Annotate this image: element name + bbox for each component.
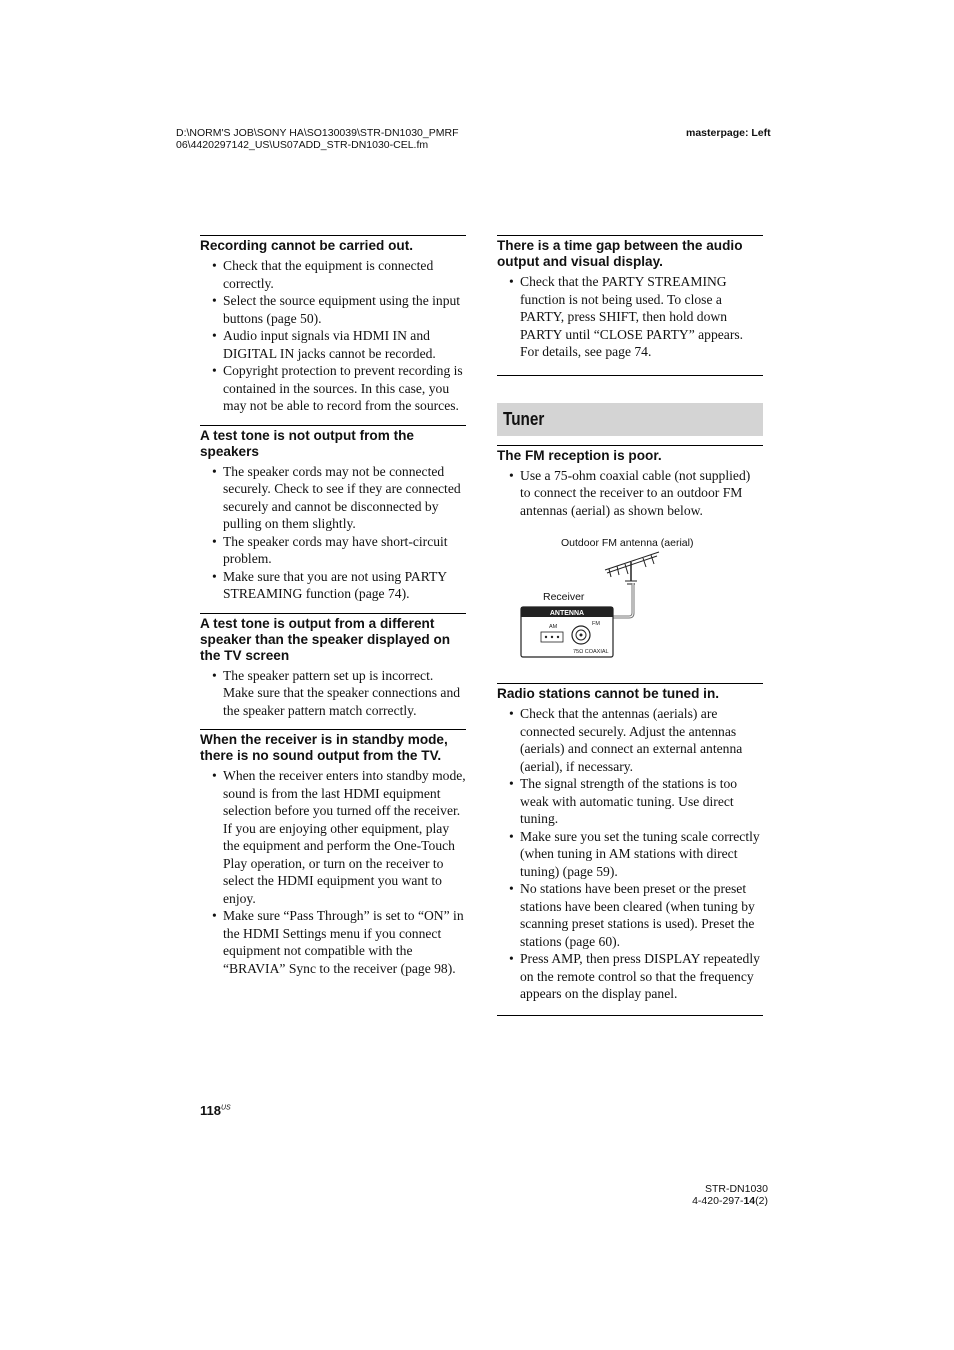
section-heading: Radio stations cannot be tuned in.	[497, 686, 720, 701]
document-code	[686, 1195, 768, 1207]
fm-terminal-label: FM	[592, 621, 600, 627]
tuner-section-title	[497, 403, 763, 436]
bullet-item: • Make sure you set the tuning scale correctly (when tuning in AM stations with direct tuning) (page 59).	[509, 828, 763, 881]
troubleshoot-section-standby	[200, 729, 466, 977]
left-column	[200, 235, 466, 987]
bullet-item: • Copyright protection to prevent recording is contained in the sources. In this case, you may not be able to record from the sources.	[212, 362, 466, 415]
page-region-suffix: US	[220, 1104, 231, 1112]
model-info	[686, 1183, 768, 1207]
document-code-prefix: 4-420-297-	[692, 1195, 744, 1207]
troubleshoot-section-recording	[200, 235, 466, 415]
bullet-item: • Press AMP, then press DISPLAY repeatedly on the remote control so that the frequency appears on the display panel.	[509, 950, 763, 1003]
outdoor-antenna-icon	[605, 552, 659, 584]
fm-antenna-diagram	[497, 525, 763, 675]
masterpage-label: masterpage: Left	[686, 127, 771, 139]
troubleshoot-section-different-speaker	[200, 613, 466, 720]
outdoor-antenna-label: Outdoor FM antenna (aerial)	[561, 537, 694, 549]
page-number-value: 118	[200, 1103, 221, 1118]
bullet-item: • The speaker cords may have short-circuit problem.	[212, 533, 466, 568]
section-heading: A test tone is output from a different speaker than the speaker displayed on the TV screen	[200, 615, 451, 663]
am-terminal-label: AM	[549, 624, 558, 630]
file-path-header	[176, 127, 458, 151]
bullet-item: • No stations have been preset or the preset stations have been cleared (when tuning by scanning preset stations is used). Preset the stations (page 60).	[509, 880, 763, 950]
right-column	[497, 235, 763, 1016]
section-heading: There is a time gap between the audio output and visual display.	[497, 238, 743, 269]
bullet-list	[200, 257, 466, 415]
tuner-title-text: Tuner	[503, 408, 545, 429]
antenna-connection-svg	[497, 525, 763, 675]
bullet-item: • Select the source equipment using the input buttons (page 50).	[212, 292, 466, 327]
bullet-item: • Use a 75-ohm coaxial cable (not supplied) to connect the receiver to an outdoor FM antennas (aerial) as shown below.	[509, 467, 763, 520]
coaxial-label: 75Ω COAXIAL	[573, 649, 609, 655]
section-heading: A test tone is not output from the speakers	[200, 427, 414, 459]
bullet-list	[200, 667, 466, 720]
bullet-list	[497, 273, 763, 361]
section-heading: When the receiver is in standby mode, there is no sound output from the TV.	[200, 732, 448, 763]
bullet-item: • Audio input signals via HDMI IN and DIGITAL IN jacks cannot be recorded.	[212, 327, 466, 362]
bullet-list	[497, 467, 763, 520]
bullet-item: • Check that the equipment is connected correctly.	[212, 257, 466, 292]
bullet-list	[200, 767, 466, 977]
antenna-panel-title: ANTENNA	[549, 610, 585, 617]
bullet-item: • Check that the antennas (aerials) are connected securely. Adjust the antennas (aerials) and connect an external antenna (aerial), if necessary.	[509, 705, 763, 775]
bullet-item: • Make sure “Pass Through” is set to “ON” in the HDMI Settings menu if you connect equipment not compatible with the “BRAVIA” Sync to the receiver (page 98).	[212, 907, 466, 977]
receiver-antenna-panel	[521, 607, 613, 657]
section-divider	[497, 375, 763, 376]
file-path-line-1: D:\NORM'S JOB\SONY HA\SO130039\STR-DN1030_PMRF	[176, 127, 459, 139]
file-path-line-2: 06\4420297142_US\US07ADD_STR-DN1030-CEL.fm	[176, 139, 429, 151]
troubleshoot-section-radio-stations	[497, 683, 763, 1003]
bullet-item: • Make sure that you are not using PARTY STREAMING function (page 74).	[212, 568, 466, 603]
bullet-item: • The speaker cords may not be connected securely. Check to see if they are connected securely and cannot be disconnected by pulling on them slightly.	[212, 463, 466, 533]
bullet-item: • When the receiver enters into standby mode, sound is from the last HDMI equipment selection before you turned off the receiver. If you are enjoying other equipment, play the equipment and perform the One-Touch Play operation, or turn on the receiver to select the HDMI equipment you want to enjoy.	[212, 767, 466, 907]
receiver-label: Receiver	[543, 591, 585, 603]
section-heading: Recording cannot be carried out.	[200, 238, 413, 253]
troubleshoot-section-test-tone	[200, 425, 466, 603]
document-code-suffix: (2)	[755, 1195, 768, 1207]
document-code-bold: 14	[743, 1195, 756, 1207]
bullet-item: • The signal strength of the stations is too weak with automatic tuning. Use direct tuning.	[509, 775, 763, 828]
page-number	[200, 1103, 231, 1118]
section-divider	[497, 1015, 763, 1016]
section-heading: The FM reception is poor.	[497, 447, 662, 463]
troubleshoot-section-time-gap	[497, 235, 763, 361]
bullet-list	[497, 705, 763, 1003]
troubleshoot-section-fm-reception	[497, 445, 763, 676]
bullet-list	[200, 463, 466, 603]
bullet-item: • Check that the PARTY STREAMING function is not being used. To close a PARTY, press SHIFT, then hold down PARTY until “CLOSE PARTY” appears. For details, see page 74.	[509, 273, 763, 361]
model-number: STR-DN1030	[704, 1183, 768, 1195]
bullet-item: • The speaker pattern set up is incorrect. Make sure that the speaker connections and the speaker pattern match correctly.	[212, 667, 466, 720]
